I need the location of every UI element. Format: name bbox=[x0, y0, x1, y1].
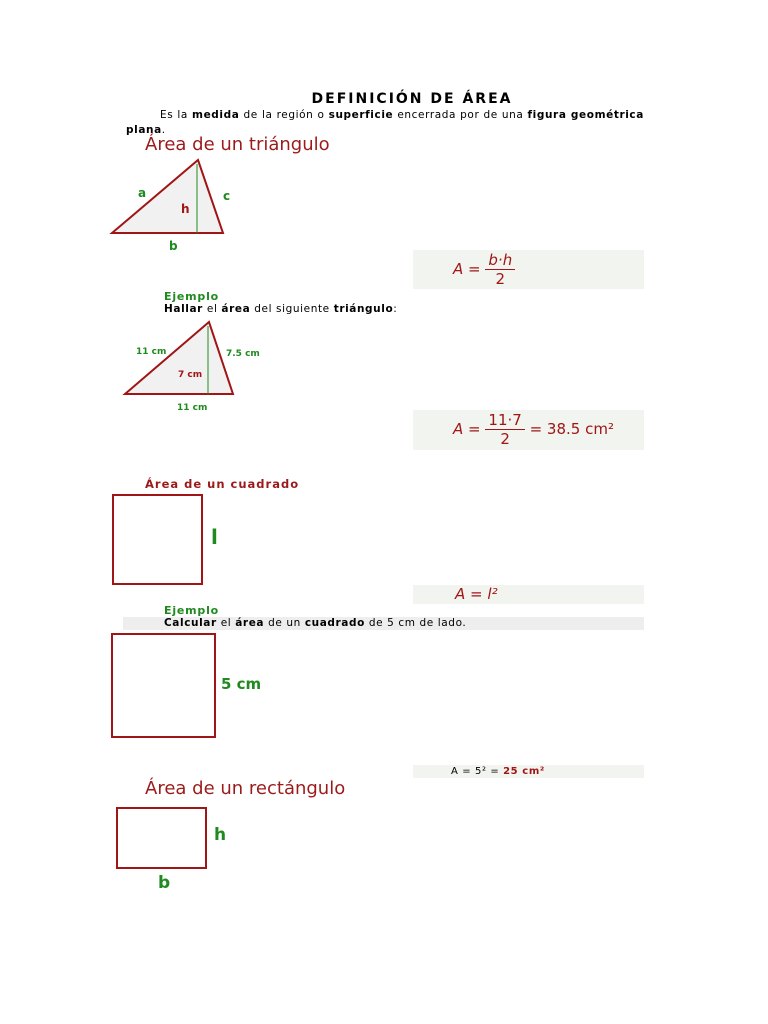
triangle-formula-lhs: A bbox=[453, 260, 464, 278]
triangle-problem-t4: del siguiente bbox=[254, 303, 330, 315]
triangle-example-figure bbox=[120, 318, 270, 418]
triangle-example-label: Ejemplo bbox=[164, 290, 220, 303]
triangle-heading: Área de un triángulo bbox=[145, 134, 330, 155]
triangle-formula-den: 2 bbox=[495, 270, 506, 288]
triangle-problem-t2: el bbox=[206, 303, 218, 315]
square-example-result-box bbox=[413, 765, 644, 778]
square-example-label: Ejemplo bbox=[164, 604, 220, 617]
square-problem-t2: el bbox=[220, 617, 232, 629]
square-example-shape bbox=[111, 633, 216, 738]
triangle-formula-box bbox=[413, 250, 644, 289]
triangle-formula-fraction bbox=[485, 251, 515, 288]
example-formula-result: = 38.5 cm² bbox=[529, 420, 614, 438]
square-side-label: l bbox=[211, 525, 218, 549]
triangle-label-h: h bbox=[181, 202, 190, 216]
intro-text-3: encerrada por de una bbox=[397, 109, 524, 121]
triangle-problem-t6: : bbox=[393, 303, 398, 315]
rectangle-label-h: h bbox=[214, 825, 227, 845]
intro-text-2: de la región o bbox=[243, 109, 325, 121]
triangle-formula-num: b·h bbox=[485, 251, 515, 270]
square-shape bbox=[112, 494, 203, 585]
square-problem-t6: de 5 cm de lado. bbox=[368, 617, 467, 629]
square-problem-t4: de un bbox=[268, 617, 301, 629]
rectangle-shape bbox=[116, 807, 207, 869]
square-example-problem bbox=[123, 617, 644, 630]
intro-bold-superficie: superficie bbox=[328, 109, 394, 121]
square-problem-t3: área bbox=[235, 617, 265, 629]
triangle-example-problem bbox=[164, 303, 397, 315]
square-example-side-label: 5 cm bbox=[221, 675, 262, 693]
square-result-value: 25 cm² bbox=[503, 766, 545, 777]
rectangle-label-b: b bbox=[158, 873, 171, 893]
square-result-prefix: A = 5² = bbox=[451, 766, 504, 777]
example-label-height: 7 cm bbox=[178, 370, 203, 380]
square-formula-lhs: A bbox=[455, 585, 466, 603]
triangle-label-b: b bbox=[169, 239, 178, 250]
intro-bold-medida: medida bbox=[192, 109, 240, 121]
example-label-base: 11 cm bbox=[177, 403, 208, 413]
triangle-label-a: a bbox=[138, 186, 147, 200]
triangle-example-formula-box bbox=[413, 410, 644, 450]
triangle-label-c: c bbox=[223, 189, 231, 203]
square-problem-t1: Calcular bbox=[164, 617, 217, 629]
square-formula-rhs: l² bbox=[487, 585, 498, 603]
example-formula-num: 11·7 bbox=[485, 411, 524, 430]
example-formula-den: 2 bbox=[500, 430, 510, 448]
square-formula-box bbox=[413, 585, 644, 604]
triangle-problem-t1: Hallar bbox=[164, 303, 203, 315]
example-formula-eq: = bbox=[468, 420, 481, 438]
intro-bold-figura: figura geométrica plana bbox=[126, 109, 644, 136]
triangle-formula-eq: = bbox=[468, 260, 481, 278]
intro-text-1: Es la bbox=[160, 109, 188, 121]
example-label-right: 7.5 cm bbox=[226, 349, 260, 359]
example-triangle-shape bbox=[125, 322, 233, 394]
triangle-problem-t5: triángulo bbox=[333, 303, 394, 315]
intro-text-4: . bbox=[161, 124, 166, 136]
example-formula-lhs: A bbox=[453, 420, 464, 438]
example-label-left: 11 cm bbox=[136, 347, 167, 357]
triangle-figure bbox=[100, 150, 250, 250]
square-formula-eq: = bbox=[470, 585, 483, 603]
square-problem-t5: cuadrado bbox=[304, 617, 365, 629]
page-title: DEFINICIÓN DE ÁREA bbox=[311, 91, 513, 107]
example-formula-fraction bbox=[485, 411, 524, 448]
rectangle-heading: Área de un rectángulo bbox=[145, 778, 346, 799]
triangle-problem-t3: área bbox=[221, 303, 251, 315]
square-heading: Área de un cuadrado bbox=[145, 477, 300, 491]
triangle-shape bbox=[112, 160, 223, 233]
